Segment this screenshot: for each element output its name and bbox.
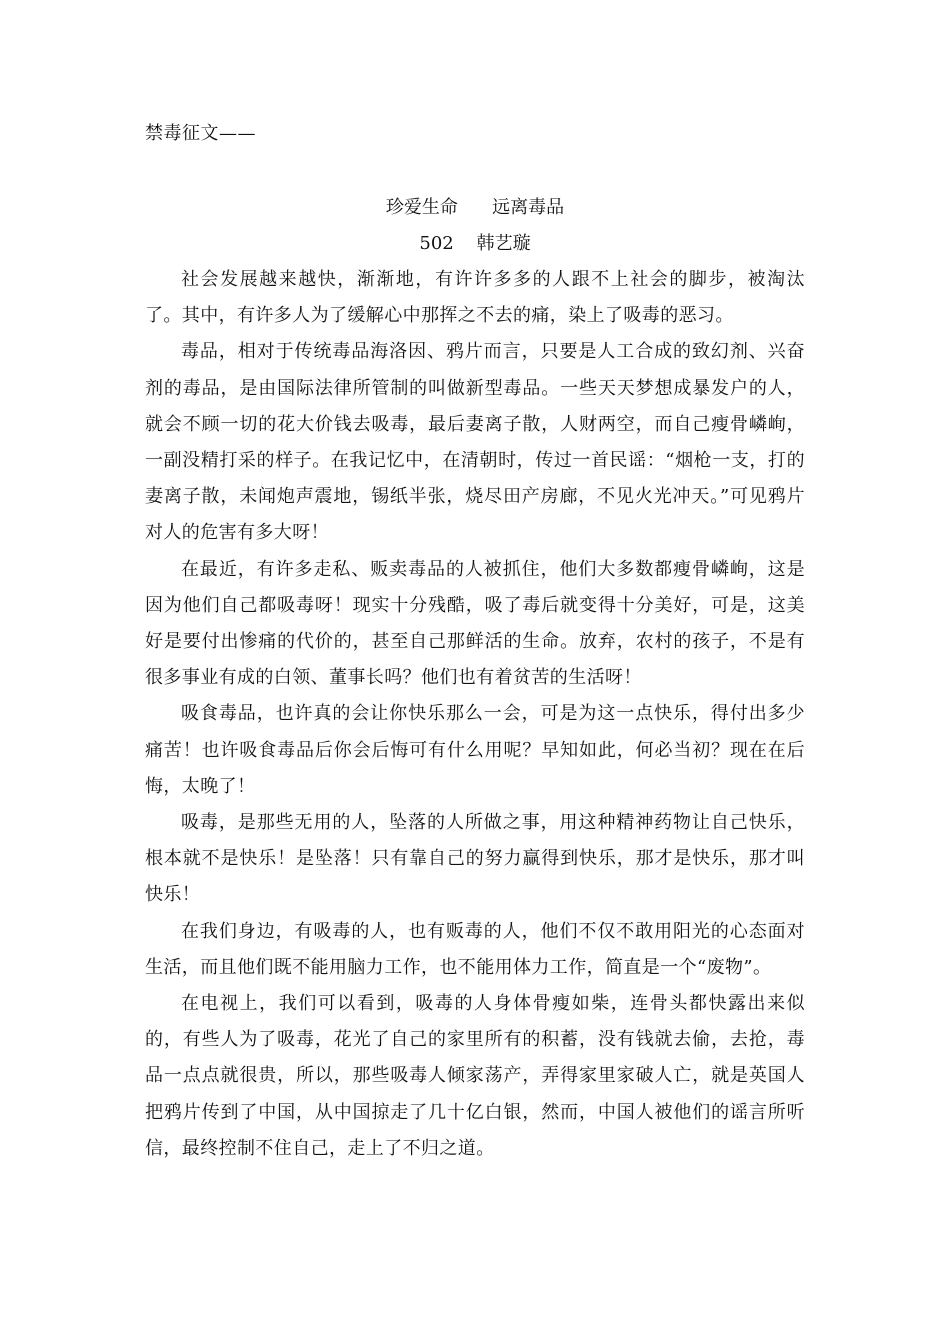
- essay-category-label: 禁毒征文——: [145, 123, 256, 144]
- essay-title: 珍爱生命 远离毒品: [385, 197, 565, 218]
- paragraph: 在电视上，我们可以看到，吸毒的人身体骨瘦如柴，连骨头都快露出来似的，有些人为了吸毒，花光了自己的家里所有的积蓄，没有钱就去偷，去抢，毒品一点点就很贵，所以，那些吸毒人倾家荡产，弄得家里家破人亡，就是英国人把鸦片传到了中国，从中国掠走了几十亿白银，然而，中国人被他们的谣言所听信，最终控制不住自己，走上了不归之道。: [145, 993, 805, 1159]
- author-byline: 502 韩艺璇: [419, 233, 531, 254]
- paragraph: 毒品，相对于传统毒品海洛因、鸦片而言，只要是人工合成的致幻剂、兴奋剂的毒品，是由国际法律所管制的叫做新型毒品。一些天天梦想成暴发户的人，就会不顾一切的花大价钱去吸毒，最后妻离子散，人财两空，而自己瘦骨嶙峋，一副没精打采的样子。在我记忆中，在清朝时，传过一首民谣：“烟枪一支，打的妻离子散，未闻炮声震地，锡纸半张，烧尽田产房廊，不见火光冲天。”可见鸦片对人的危害有多大呀！: [145, 341, 805, 544]
- essay-body: [145, 262, 805, 1167]
- paragraph: 社会发展越来越快，渐渐地，有许许多多的人跟不上社会的脚步，被淘汰了。其中，有许多人为了缓解心中那挥之不去的痛，染上了吸毒的恶习。: [145, 269, 805, 327]
- paragraph: 吸食毒品，也许真的会让你快乐那么一会，可是为这一点快乐，得付出多少痛苦！也许吸食毒品后你会后悔可有什么用呢？早知如此，何必当初？现在在后悔，太晚了！: [145, 703, 805, 797]
- paragraph: 吸毒，是那些无用的人，坠落的人所做之事，用这种精神药物让自己快乐，根本就不是快乐！是坠落！只有靠自己的努力赢得到快乐，那才是快乐，那才叫快乐！: [145, 812, 805, 906]
- paragraph: 在我们身边，有吸毒的人，也有贩毒的人，他们不仅不敢用阳光的心态面对生活，而且他们既不能用脑力工作，也不能用体力工作，简直是一个“废物”。: [145, 920, 805, 978]
- paragraph: 在最近，有许多走私、贩卖毒品的人被抓住，他们大多数都瘦骨嶙峋，这是因为他们自己都吸毒呀！现实十分残酷，吸了毒后就变得十分美好，可是，这美好是要付出惨痛的代价的，甚至自己那鲜活的生命。放弃，农村的孩子，不是有很多事业有成的白领、董事长吗？他们也有着贫苦的生活呀！: [145, 558, 805, 689]
